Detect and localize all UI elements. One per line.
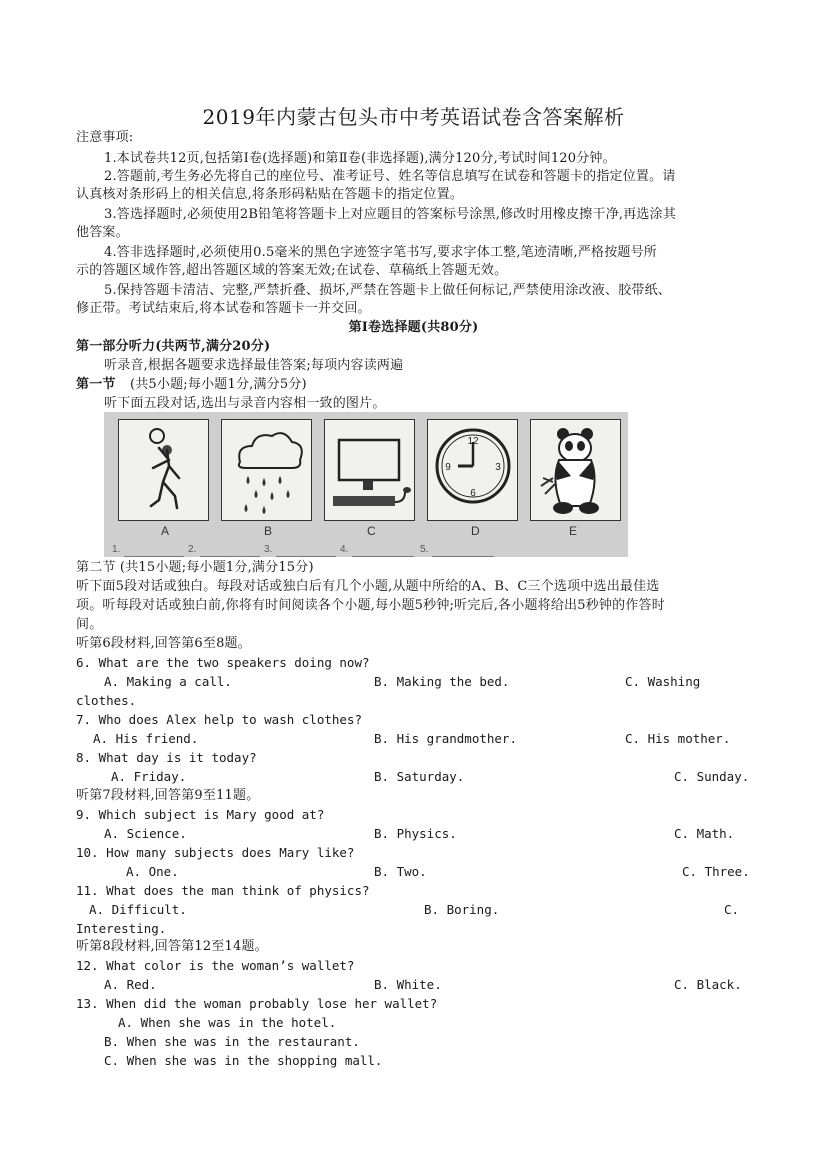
question-6-option-c: C. Washing bbox=[625, 674, 701, 689]
svg-text:6: 6 bbox=[470, 488, 476, 499]
question-8-option-b: B. Saturday. bbox=[374, 769, 465, 784]
question-12-stem: 12. What color is the woman’s wallet? bbox=[76, 958, 355, 973]
question-6-option-c-cont: clothes. bbox=[76, 693, 137, 708]
question-8-option-c: C. Sunday. bbox=[674, 769, 750, 784]
picture-b-rain bbox=[221, 419, 312, 521]
notice-item-3b: 他答案。 bbox=[76, 225, 129, 240]
question-9-stem: 9. Which subject is Mary good at? bbox=[76, 807, 325, 822]
picture-label-c: C bbox=[367, 524, 376, 538]
notice-item-2a: 2.答题前,考生务必先将自己的座位号、准考证号、姓名等信息填写在试卷和答题卡的指定位置。请 bbox=[104, 169, 676, 184]
question-7-option-b: B. His grandmother. bbox=[374, 731, 517, 746]
blank-label-2: 2. bbox=[188, 544, 197, 555]
answer-blank-1 bbox=[124, 556, 184, 557]
svg-text:3: 3 bbox=[495, 462, 501, 473]
question-11-option-c-cont: Interesting. bbox=[76, 921, 167, 936]
answer-blank-4 bbox=[352, 556, 414, 557]
picture-c-computer bbox=[324, 419, 415, 521]
question-9-option-c: C. Math. bbox=[674, 826, 735, 841]
question-8-option-a: A. Friday. bbox=[111, 769, 187, 784]
material-7-heading: 听第7段材料,回答第9至11题。 bbox=[76, 788, 260, 803]
question-7-stem: 7. Who does Alex help to wash clothes? bbox=[76, 712, 362, 727]
listening-pictures bbox=[104, 412, 628, 557]
answer-blank-2 bbox=[200, 556, 260, 557]
question-11-option-c: C. bbox=[724, 902, 740, 917]
computer-icon bbox=[325, 420, 416, 522]
picture-label-a: A bbox=[161, 524, 170, 538]
question-10-option-b: B. Two. bbox=[374, 864, 427, 879]
section1-info: (共5小题;每小题1分,满分5分) bbox=[129, 377, 307, 392]
question-6-stem: 6. What are the two speakers doing now? bbox=[76, 655, 370, 670]
section1-label: 第一节 bbox=[76, 377, 116, 392]
picture-label-b: B bbox=[264, 524, 273, 538]
blank-label-4: 4. bbox=[340, 544, 349, 555]
question-12-option-c: C. Black. bbox=[674, 977, 742, 992]
question-10-option-c: C. Three. bbox=[682, 864, 750, 879]
section2-instruction-b: 项。听每段对话或独白前,你将有时间阅读各个小题,每小题5秒钟;听完后,各小题将给出5秒钟的作答时 bbox=[76, 598, 665, 613]
question-7-option-c: C. His mother. bbox=[625, 731, 731, 746]
question-8-stem: 8. What day is it today? bbox=[76, 750, 257, 765]
picture-e-panda bbox=[530, 419, 621, 521]
section2-instruction-c: 间。 bbox=[76, 617, 103, 632]
answer-blank-5 bbox=[432, 556, 494, 557]
question-12-option-b: B. White. bbox=[374, 977, 442, 992]
clock-icon bbox=[428, 420, 519, 522]
question-6-option-a: A. Making a call. bbox=[104, 674, 232, 689]
notice-item-2b: 认真核对条形码上的相关信息,将条形码粘贴在答题卡的指定位置。 bbox=[76, 187, 464, 202]
picture-d-clock bbox=[427, 419, 518, 521]
part1-heading: 第一部分听力(共两节,满分20分) bbox=[76, 339, 271, 354]
notice-item-4b: 示的答题区域作答,超出答题区域的答案无效;在试卷、草稿纸上答题无效。 bbox=[76, 263, 508, 278]
question-11-stem: 11. What does the man think of physics? bbox=[76, 883, 370, 898]
picture-label-d: D bbox=[471, 524, 480, 538]
svg-text:12: 12 bbox=[467, 436, 479, 447]
section1-instruction: 听下面五段对话,选出与录音内容相一致的图片。 bbox=[104, 396, 386, 411]
svg-text:9: 9 bbox=[445, 462, 451, 473]
part1-instruction: 听录音,根据各题要求选择最佳答案;每项内容读两遍 bbox=[104, 358, 404, 373]
section2-instruction-a: 听下面5段对话或独白。每段对话或独白后有几个小题,从题中所给的A、B、C三个选项中选出最佳选 bbox=[76, 579, 660, 594]
question-6-option-b: B. Making the bed. bbox=[374, 674, 510, 689]
question-7-option-a: A. His friend. bbox=[93, 731, 199, 746]
question-10-option-a: A. One. bbox=[126, 864, 179, 879]
question-9-option-b: B. Physics. bbox=[374, 826, 457, 841]
answer-blank-3 bbox=[276, 556, 336, 557]
page-title: 2019年内蒙古包头市中考英语试卷含答案解析 bbox=[202, 105, 625, 129]
picture-a-basketball bbox=[118, 419, 209, 521]
question-11-option-b: B. Boring. bbox=[424, 902, 500, 917]
notice-item-5a: 5.保持答题卡清洁、完整,严禁折叠、损坏,严禁在答题卡上做任何标记,严禁使用涂改液、胶带纸、 bbox=[104, 283, 672, 298]
question-11-option-a: A. Difficult. bbox=[89, 902, 187, 917]
question-13-stem: 13. When did the woman probably lose her wallet? bbox=[76, 996, 438, 1011]
question-13-option-c: C. When she was in the shopping mall. bbox=[104, 1053, 383, 1068]
blank-label-1: 1. bbox=[112, 544, 121, 555]
notice-item-4a: 4.答非选择题时,必须使用0.5毫米的黑色字迹签字笔书写,要求字体工整,笔迹清晰,严格按题号所 bbox=[104, 245, 658, 260]
picture-label-e: E bbox=[569, 524, 578, 538]
question-9-option-a: A. Science. bbox=[104, 826, 187, 841]
notice-item-5b: 修正带。考试结束后,将本试卷和答题卡一并交回。 bbox=[76, 301, 371, 316]
material-8-heading: 听第8段材料,回答第12至14题。 bbox=[76, 939, 268, 954]
section2-heading: 第二节 (共15小题;每小题1分,满分15分) bbox=[76, 560, 314, 575]
panda-icon bbox=[531, 420, 622, 522]
basketball-player-icon bbox=[119, 420, 210, 522]
material-6-heading: 听第6段材料,回答第6至8题。 bbox=[76, 636, 251, 651]
blank-label-3: 3. bbox=[264, 544, 273, 555]
question-10-stem: 10. How many subjects does Mary like? bbox=[76, 845, 355, 860]
question-12-option-a: A. Red. bbox=[104, 977, 157, 992]
rain-cloud-icon bbox=[222, 420, 313, 522]
volume-heading: 第Ⅰ卷选择题(共80分) bbox=[348, 320, 479, 335]
notice-item-3a: 3.答选择题时,必须使用2B铅笔将答题卡上对应题目的答案标号涂黑,修改时用橡皮擦干净,再选涂其 bbox=[104, 207, 677, 222]
question-13-option-a: A. When she was in the hotel. bbox=[118, 1015, 337, 1030]
question-13-option-b: B. When she was in the restaurant. bbox=[104, 1034, 360, 1049]
blank-label-5: 5. bbox=[420, 544, 429, 555]
notice-item-1: 1.本试卷共12页,包括第Ⅰ卷(选择题)和第Ⅱ卷(非选择题),满分120分,考试时间120分钟。 bbox=[104, 151, 616, 166]
notice-heading: 注意事项: bbox=[76, 130, 134, 145]
